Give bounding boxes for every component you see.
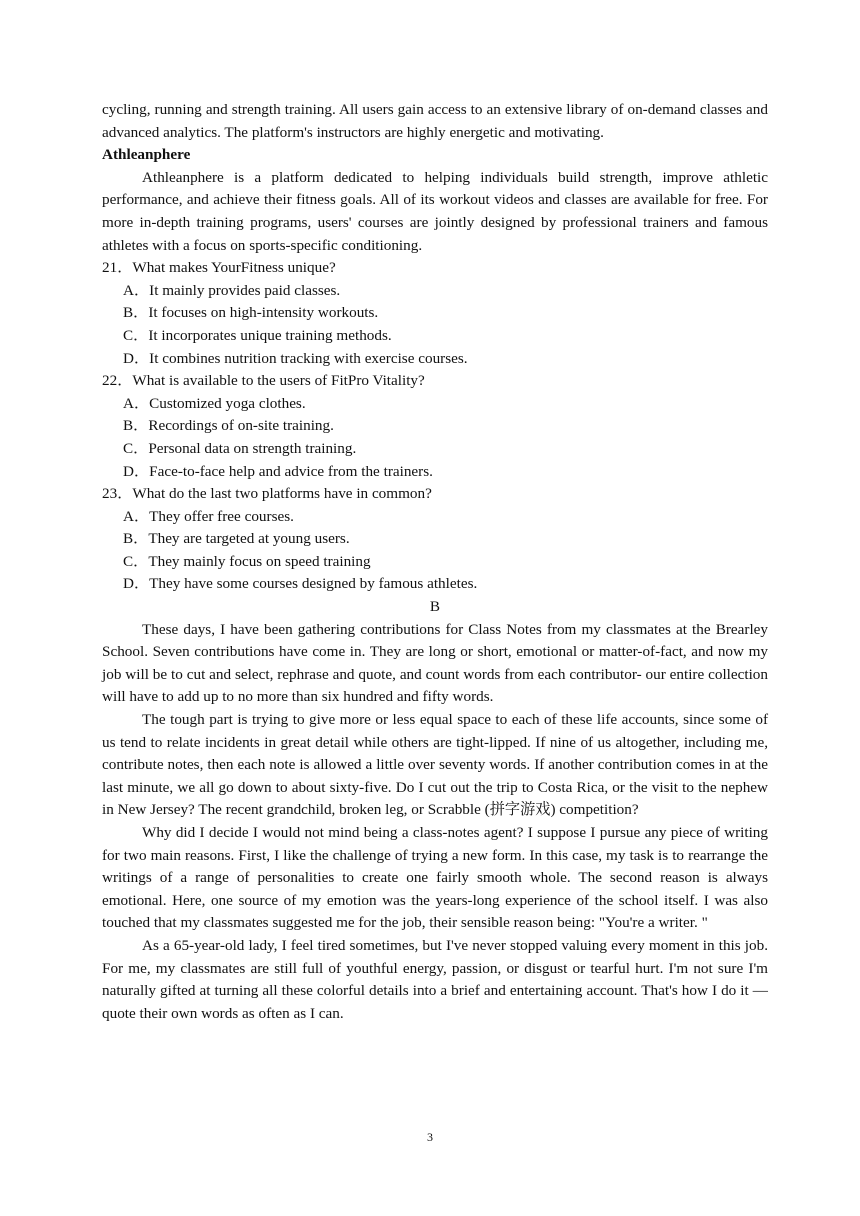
question-number: 23．	[102, 485, 133, 503]
section-b-heading: B	[429, 598, 441, 616]
athleanphere-heading: Athleanphere	[102, 146, 191, 164]
question-22	[102, 370, 768, 483]
passage-b-paragraph-2: The tough part is trying to give more or less equal space to each of these life accounts, since some of us tend to relate incidents in great detail while others are tight-lipped. If nine of us altogether, including me, contribute notes, then each note is allowed a little over seventy words. If another contribution comes in at the last minute, we all go down to about sixty-five. Do I cut out the trip to Costa Rica, or the visit to the nephew in New Jersey? The recent grandchild, broken leg, or Scrabble (拼字游戏) competition?	[102, 711, 768, 819]
passage-b-paragraph-3: Why did I decide I would not mind being a class-notes agent? I suppose I pursue any piece of writing for two main reasons. First, I like the challenge of trying a new form. In this case, my task is to rearrange the writings of a range of personalities to create one fairly smooth whole. The second reason is always emotional. Here, one source of my emotion was the years-long experience of the school itself. I was also touched that my classmates suggested me for the job, their sensible reason being: "You're a writer. "	[102, 824, 768, 932]
question-number: 21．	[102, 259, 133, 277]
document-page	[102, 99, 768, 1025]
question-21	[102, 257, 768, 370]
question-number: 22．	[102, 372, 133, 390]
option-c: C．They mainly focus on speed training	[123, 552, 371, 570]
passage-b-paragraph-4: As a 65-year-old lady, I feel tired sometimes, but I've never stopped valuing every moment in this job. For me, my classmates are still full of youthful energy, passion, or disgust or tearful hurt. I'm not sure I'm naturally gifted at turning all these colorful details into a brief and entertaining account. That's how I do it — quote their own words as often as I can.	[102, 936, 768, 1022]
question-stem	[102, 257, 768, 280]
passage-b-paragraph-1: These days, I have been gathering contributions for Class Notes from my classmates at the Brearley School. Seven contributions have come in. They are long or short, emotional or matter-of-fact, and now my job will be to cut and select, rephrase and quote, and count words from each contributor- our entire collection will have to add up to no more than six hundred and fifty words.	[102, 620, 768, 706]
question-23	[102, 483, 768, 596]
option-b: B．Recordings of on-site training.	[123, 417, 334, 435]
athleanphere-paragraph: Athleanphere is a platform dedicated to helping individuals build strength, improve athletic performance, and achieve their fitness goals. All of its workout videos and classes are available for free. For more in-depth training programs, users' courses are jointly designed by professional trainers and famous athletes with a focus on sports-specific conditioning.	[102, 168, 768, 254]
option-c: C．Personal data on strength training.	[123, 439, 357, 457]
option-b: B．They are targeted at young users.	[123, 530, 350, 548]
question-text: What do the last two platforms have in common?	[132, 485, 432, 503]
option-b: B．It focuses on high-intensity workouts.	[123, 304, 379, 322]
option-a: A．They offer free courses.	[123, 507, 294, 525]
question-stem	[102, 483, 768, 506]
option-a: A．It mainly provides paid classes.	[123, 281, 341, 299]
option-a: A．Customized yoga clothes.	[123, 394, 306, 412]
option-d: D．It combines nutrition tracking with exercise courses.	[123, 349, 468, 367]
option-c: C．It incorporates unique training methods.	[123, 326, 392, 344]
question-text: What is available to the users of FitPro Vitality?	[132, 372, 425, 390]
passage-a-continued-paragraph: cycling, running and strength training. All users gain access to an extensive library of on-demand classes and advanced analytics. The platform's instructors are highly energetic and motivating.	[102, 101, 768, 141]
option-d: D．They have some courses designed by famous athletes.	[123, 575, 478, 593]
option-d: D．Face-to-face help and advice from the trainers.	[123, 462, 433, 480]
question-text: What makes YourFitness unique?	[132, 259, 336, 277]
question-stem	[102, 370, 768, 393]
page-number: 3	[427, 1130, 433, 1144]
